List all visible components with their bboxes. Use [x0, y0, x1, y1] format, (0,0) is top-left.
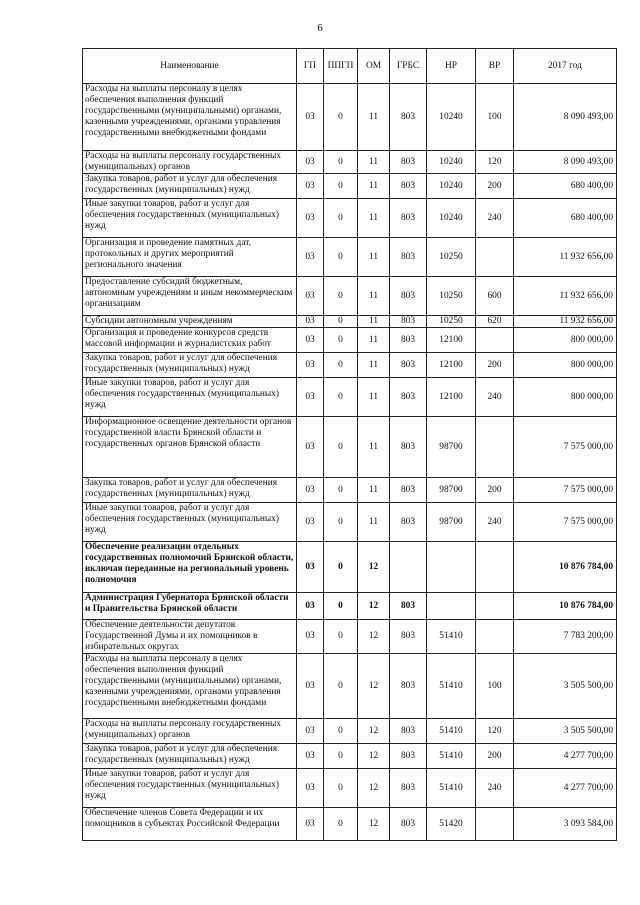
row-om: 12: [358, 744, 390, 769]
row-grbs: 803: [390, 378, 427, 417]
row-vr: 120: [476, 719, 514, 744]
row-name: Обеспечение реализации отдельных государственных полномочий Брянской области, включая переданные на региональный уровень полномочия: [83, 542, 297, 593]
row-amount: 8 090 493,00: [514, 84, 617, 151]
row-grbs: 803: [390, 719, 427, 744]
table-row: [83, 328, 617, 353]
row-nr: 51410: [427, 744, 476, 769]
row-vr: 620: [476, 316, 514, 328]
row-name: Закупка товаров, работ и услуг для обеспечения государственных (муниципальных) нужд: [83, 353, 297, 378]
row-om: 11: [358, 478, 390, 503]
row-amount: 7 575 000,00: [514, 478, 617, 503]
row-vr: 240: [476, 503, 514, 542]
row-amount: 800 000,00: [514, 353, 617, 378]
row-nr: 12100: [427, 328, 476, 353]
row-vr: [476, 417, 514, 478]
row-gp: 03: [297, 174, 324, 199]
row-nr: 12100: [427, 378, 476, 417]
row-name: Расходы на выплаты персоналу в целях обеспечения выполнения функций государственными (муниципальными) органами, казенными учреждениями, органами управления государственными внебюджетными фондами: [83, 84, 297, 151]
row-name: Организация и проведение памятных дат, протокольных и других мероприятий регионального значения: [83, 238, 297, 277]
row-gp: 03: [297, 316, 324, 328]
row-om: 11: [358, 238, 390, 277]
row-gp: 03: [297, 417, 324, 478]
row-vr: 240: [476, 769, 514, 808]
header-nr: НР: [427, 49, 476, 84]
row-vr: [476, 328, 514, 353]
row-name: Закупка товаров, работ и услуг для обеспечения государственных (муниципальных) нужд: [83, 478, 297, 503]
row-om: 12: [358, 808, 390, 841]
row-name: Предоставление субсидий бюджетным, автономным учреждениям и иным некоммерческим организациям: [83, 277, 297, 316]
row-om: 12: [358, 593, 390, 620]
row-ppgp: 0: [324, 478, 358, 503]
row-grbs: 803: [390, 84, 427, 151]
table-row: [83, 593, 617, 620]
row-ppgp: 0: [324, 328, 358, 353]
row-vr: [476, 238, 514, 277]
row-om: 11: [358, 417, 390, 478]
table-row: [83, 417, 617, 478]
row-ppgp: 0: [324, 654, 358, 719]
row-vr: [476, 808, 514, 841]
row-gp: 03: [297, 151, 324, 174]
row-ppgp: 0: [324, 174, 358, 199]
row-name: Иные закупки товаров, работ и услуг для обеспечения государственных (муниципальных) нужд: [83, 378, 297, 417]
row-ppgp: 0: [324, 620, 358, 654]
row-nr: 98700: [427, 503, 476, 542]
row-om: 11: [358, 151, 390, 174]
budget-table: [82, 48, 617, 841]
row-amount: 800 000,00: [514, 328, 617, 353]
row-grbs: 803: [390, 417, 427, 478]
row-gp: 03: [297, 199, 324, 238]
row-grbs: 803: [390, 654, 427, 719]
row-amount: 4 277 700,00: [514, 769, 617, 808]
row-gp: 03: [297, 654, 324, 719]
row-name: Обеспечение членов Совета Федерации и их помощников в субъектах Российской Федерации: [83, 808, 297, 841]
row-grbs: 803: [390, 744, 427, 769]
header-gp: ГП: [297, 49, 324, 84]
row-amount: 7 575 000,00: [514, 503, 617, 542]
row-gp: 03: [297, 719, 324, 744]
row-om: 11: [358, 277, 390, 316]
table-row: [83, 174, 617, 199]
header-grbs: ГРБС: [390, 49, 427, 84]
table-row: [83, 654, 617, 719]
row-amount: 3 093 584,00: [514, 808, 617, 841]
table-row: [83, 199, 617, 238]
row-nr: 98700: [427, 417, 476, 478]
row-ppgp: 0: [324, 542, 358, 593]
table-row: [83, 808, 617, 841]
row-om: 11: [358, 503, 390, 542]
table-row: [83, 316, 617, 328]
header-om: ОМ: [358, 49, 390, 84]
row-gp: 03: [297, 593, 324, 620]
row-vr: 600: [476, 277, 514, 316]
row-name: Субсидии автономным учреждениям: [83, 316, 297, 328]
row-vr: [476, 542, 514, 593]
row-gp: 03: [297, 744, 324, 769]
row-gp: 03: [297, 542, 324, 593]
table-row: [83, 353, 617, 378]
row-om: 11: [358, 199, 390, 238]
row-nr: 51410: [427, 719, 476, 744]
row-amount: 7 575 000,00: [514, 417, 617, 478]
row-vr: 100: [476, 654, 514, 719]
row-name: Закупка товаров, работ и услуг для обеспечения государственных (муниципальных) нужд: [83, 174, 297, 199]
row-name: Иные закупки товаров, работ и услуг для обеспечения государственных (муниципальных) нужд: [83, 199, 297, 238]
row-grbs: 803: [390, 238, 427, 277]
row-ppgp: 0: [324, 277, 358, 316]
row-grbs: 803: [390, 328, 427, 353]
row-name: Расходы на выплаты персоналу государственных (муниципальных) органов: [83, 151, 297, 174]
row-vr: 200: [476, 478, 514, 503]
row-vr: 120: [476, 151, 514, 174]
row-amount: 11 932 656,00: [514, 238, 617, 277]
row-gp: 03: [297, 328, 324, 353]
row-amount: 7 783 200,00: [514, 620, 617, 654]
row-grbs: 803: [390, 316, 427, 328]
row-ppgp: 0: [324, 503, 358, 542]
row-om: 12: [358, 719, 390, 744]
row-name: Иные закупки товаров, работ и услуг для обеспечения государственных (муниципальных) нужд: [83, 503, 297, 542]
row-nr: 10240: [427, 199, 476, 238]
row-om: 12: [358, 542, 390, 593]
row-vr: 240: [476, 378, 514, 417]
row-gp: 03: [297, 769, 324, 808]
row-grbs: 803: [390, 808, 427, 841]
row-grbs: 803: [390, 174, 427, 199]
row-ppgp: 0: [324, 593, 358, 620]
table-row: [83, 542, 617, 593]
row-name: Организация и проведение конкурсов средств массовой информации и журналистских работ: [83, 328, 297, 353]
row-om: 11: [358, 353, 390, 378]
row-vr: 200: [476, 353, 514, 378]
table-row: [83, 84, 617, 151]
row-name: Обеспечение деятельности депутатов Государственной Думы и их помощников в избирательных округах: [83, 620, 297, 654]
table-row: [83, 151, 617, 174]
row-vr: 240: [476, 199, 514, 238]
row-gp: 03: [297, 238, 324, 277]
header-name: Наименование: [83, 49, 297, 84]
row-nr: 10240: [427, 151, 476, 174]
row-amount: 800 000,00: [514, 378, 617, 417]
row-name: Администрация Губернатора Брянской области и Правительства Брянской области: [83, 593, 297, 620]
row-ppgp: 0: [324, 769, 358, 808]
row-ppgp: 0: [324, 199, 358, 238]
row-grbs: [390, 542, 427, 593]
table-row: [83, 277, 617, 316]
row-gp: 03: [297, 620, 324, 654]
table-row: [83, 378, 617, 417]
row-amount: 680 400,00: [514, 199, 617, 238]
row-name: Иные закупки товаров, работ и услуг для обеспечения государственных (муниципальных) нужд: [83, 769, 297, 808]
row-vr: [476, 593, 514, 620]
row-ppgp: 0: [324, 316, 358, 328]
table-row: [83, 503, 617, 542]
row-ppgp: 0: [324, 808, 358, 841]
row-om: 12: [358, 620, 390, 654]
header-ppgp: ППГП: [324, 49, 358, 84]
row-name: Расходы на выплаты персоналу в целях обеспечения выполнения функций государственными (муниципальными) органами, казенными учреждениями, органами управления государственными внебюджетными фондами: [83, 654, 297, 719]
row-nr: 51410: [427, 654, 476, 719]
row-name: Информационное освещение деятельности органов государственной власти Брянской области и государственных органов Брянской области: [83, 417, 297, 478]
row-ppgp: 0: [324, 84, 358, 151]
row-gp: 03: [297, 84, 324, 151]
row-grbs: 803: [390, 769, 427, 808]
row-nr: 10240: [427, 174, 476, 199]
row-gp: 03: [297, 277, 324, 316]
row-grbs: 803: [390, 151, 427, 174]
row-om: 12: [358, 769, 390, 808]
row-grbs: 803: [390, 503, 427, 542]
row-om: 11: [358, 316, 390, 328]
row-om: 11: [358, 174, 390, 199]
table-row: [83, 478, 617, 503]
row-amount: 4 277 700,00: [514, 744, 617, 769]
header-vr: ВР: [476, 49, 514, 84]
row-grbs: 803: [390, 353, 427, 378]
table-body: [83, 84, 617, 841]
row-nr: 10250: [427, 277, 476, 316]
row-vr: [476, 620, 514, 654]
row-grbs: 803: [390, 199, 427, 238]
row-grbs: 803: [390, 277, 427, 316]
table-row: [83, 620, 617, 654]
row-amount: 10 876 784,00: [514, 593, 617, 620]
row-ppgp: 0: [324, 353, 358, 378]
table-row: [83, 744, 617, 769]
row-vr: 200: [476, 174, 514, 199]
row-name: Закупка товаров, работ и услуг для обеспечения государственных (муниципальных) нужд: [83, 744, 297, 769]
row-nr: [427, 542, 476, 593]
row-nr: 10240: [427, 84, 476, 151]
row-gp: 03: [297, 503, 324, 542]
row-amount: 10 876 784,00: [514, 542, 617, 593]
row-gp: 03: [297, 353, 324, 378]
row-amount: 11 932 656,00: [514, 316, 617, 328]
row-amount: 680 400,00: [514, 174, 617, 199]
row-gp: 03: [297, 478, 324, 503]
table-row: [83, 238, 617, 277]
header-row: [83, 49, 617, 84]
row-ppgp: 0: [324, 378, 358, 417]
row-vr: 200: [476, 744, 514, 769]
row-om: 11: [358, 84, 390, 151]
row-grbs: 803: [390, 593, 427, 620]
row-gp: 03: [297, 378, 324, 417]
row-amount: 3 505 500,00: [514, 719, 617, 744]
row-nr: 98700: [427, 478, 476, 503]
row-grbs: 803: [390, 620, 427, 654]
row-om: 11: [358, 328, 390, 353]
row-nr: 51410: [427, 769, 476, 808]
row-amount: 11 932 656,00: [514, 277, 617, 316]
row-grbs: 803: [390, 478, 427, 503]
row-nr: 51420: [427, 808, 476, 841]
row-om: 11: [358, 378, 390, 417]
row-om: 12: [358, 654, 390, 719]
row-nr: 10250: [427, 316, 476, 328]
row-nr: 51410: [427, 620, 476, 654]
page-number: 6: [317, 22, 323, 34]
row-ppgp: 0: [324, 719, 358, 744]
row-ppgp: 0: [324, 238, 358, 277]
row-name: Расходы на выплаты персоналу государственных (муниципальных) органов: [83, 719, 297, 744]
row-ppgp: 0: [324, 417, 358, 478]
row-nr: 10250: [427, 238, 476, 277]
row-amount: 8 090 493,00: [514, 151, 617, 174]
row-vr: 100: [476, 84, 514, 151]
row-nr: [427, 593, 476, 620]
row-amount: 3 505 500,00: [514, 654, 617, 719]
row-ppgp: 0: [324, 151, 358, 174]
row-gp: 03: [297, 808, 324, 841]
table-row: [83, 769, 617, 808]
row-nr: 12100: [427, 353, 476, 378]
header-year: 2017 год: [514, 49, 617, 84]
table-row: [83, 719, 617, 744]
row-ppgp: 0: [324, 744, 358, 769]
